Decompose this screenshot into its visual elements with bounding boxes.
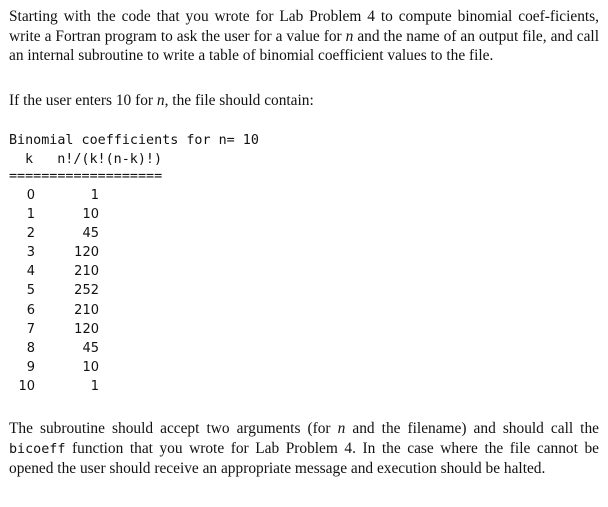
table-row bbox=[9, 303, 109, 322]
coefficient-value: 120 bbox=[74, 245, 99, 261]
table-row bbox=[9, 283, 109, 302]
intro-text-end: and the name of an output file, and call an internal subroutine to write a table of binomial coefficient values to the file. bbox=[9, 27, 599, 65]
table-row bbox=[9, 360, 109, 379]
table-row bbox=[9, 264, 109, 283]
output-title: Binomial coefficients for n= 10 bbox=[9, 133, 259, 148]
coefficient-value: 210 bbox=[74, 302, 99, 318]
closing-text-c: function that you wrote for Lab Problem 4. In the case where the file cannot be opened the user should receive an appropriate message and execution should be halted. bbox=[9, 439, 599, 478]
coefficient-value: 45 bbox=[82, 340, 99, 356]
k-value: 10 bbox=[18, 378, 35, 394]
closing-paragraph bbox=[9, 419, 599, 479]
k-value: 1 bbox=[26, 207, 35, 223]
closing-text-b: and the filename) and should call the bbox=[352, 420, 599, 437]
coefficient-value: 252 bbox=[74, 283, 99, 299]
example-intro bbox=[9, 91, 599, 111]
example-intro-end: , the file should contain: bbox=[164, 92, 314, 109]
intro-variable: n bbox=[345, 27, 354, 45]
table-row bbox=[9, 379, 109, 398]
coefficient-value: 210 bbox=[74, 264, 99, 280]
function-name: bicoeff bbox=[9, 441, 66, 457]
output-header: k n!/(k!(n-k)!) bbox=[25, 152, 163, 167]
coefficient-value: 10 bbox=[82, 359, 99, 375]
k-value: 3 bbox=[26, 245, 35, 261]
example-intro-start: If the user enters 10 for bbox=[9, 92, 154, 109]
k-value: 0 bbox=[26, 188, 35, 203]
closing-variable: n bbox=[337, 420, 346, 437]
k-value: 5 bbox=[26, 283, 35, 299]
k-value: 7 bbox=[26, 321, 35, 337]
table-row bbox=[9, 207, 109, 226]
coefficient-table bbox=[9, 188, 109, 398]
k-value: 8 bbox=[26, 340, 35, 356]
k-value: 9 bbox=[26, 359, 35, 375]
table-row bbox=[9, 188, 109, 207]
table-row bbox=[9, 322, 109, 341]
example-variable: n bbox=[156, 92, 165, 109]
coefficient-value: 1 bbox=[90, 378, 99, 394]
output-rule: =================== bbox=[9, 169, 163, 184]
table-row bbox=[9, 341, 109, 360]
table-row bbox=[9, 245, 109, 264]
k-value: 4 bbox=[26, 264, 35, 280]
intro-paragraph bbox=[9, 7, 599, 66]
intro-text: Starting with the code that you wrote for Lab Problem 4 to compute binomial coef-ficients, write a Fortran program to ask the user for a value for bbox=[9, 8, 599, 45]
k-value: 2 bbox=[26, 226, 35, 242]
closing-text-a: The subroutine should accept two arguments (for bbox=[9, 420, 331, 437]
coefficient-value: 1 bbox=[90, 188, 99, 203]
coefficient-value: 120 bbox=[74, 321, 99, 337]
table-row bbox=[9, 226, 109, 245]
k-value: 6 bbox=[26, 302, 35, 318]
coefficient-value: 10 bbox=[82, 207, 99, 223]
coefficient-value: 45 bbox=[82, 226, 99, 242]
